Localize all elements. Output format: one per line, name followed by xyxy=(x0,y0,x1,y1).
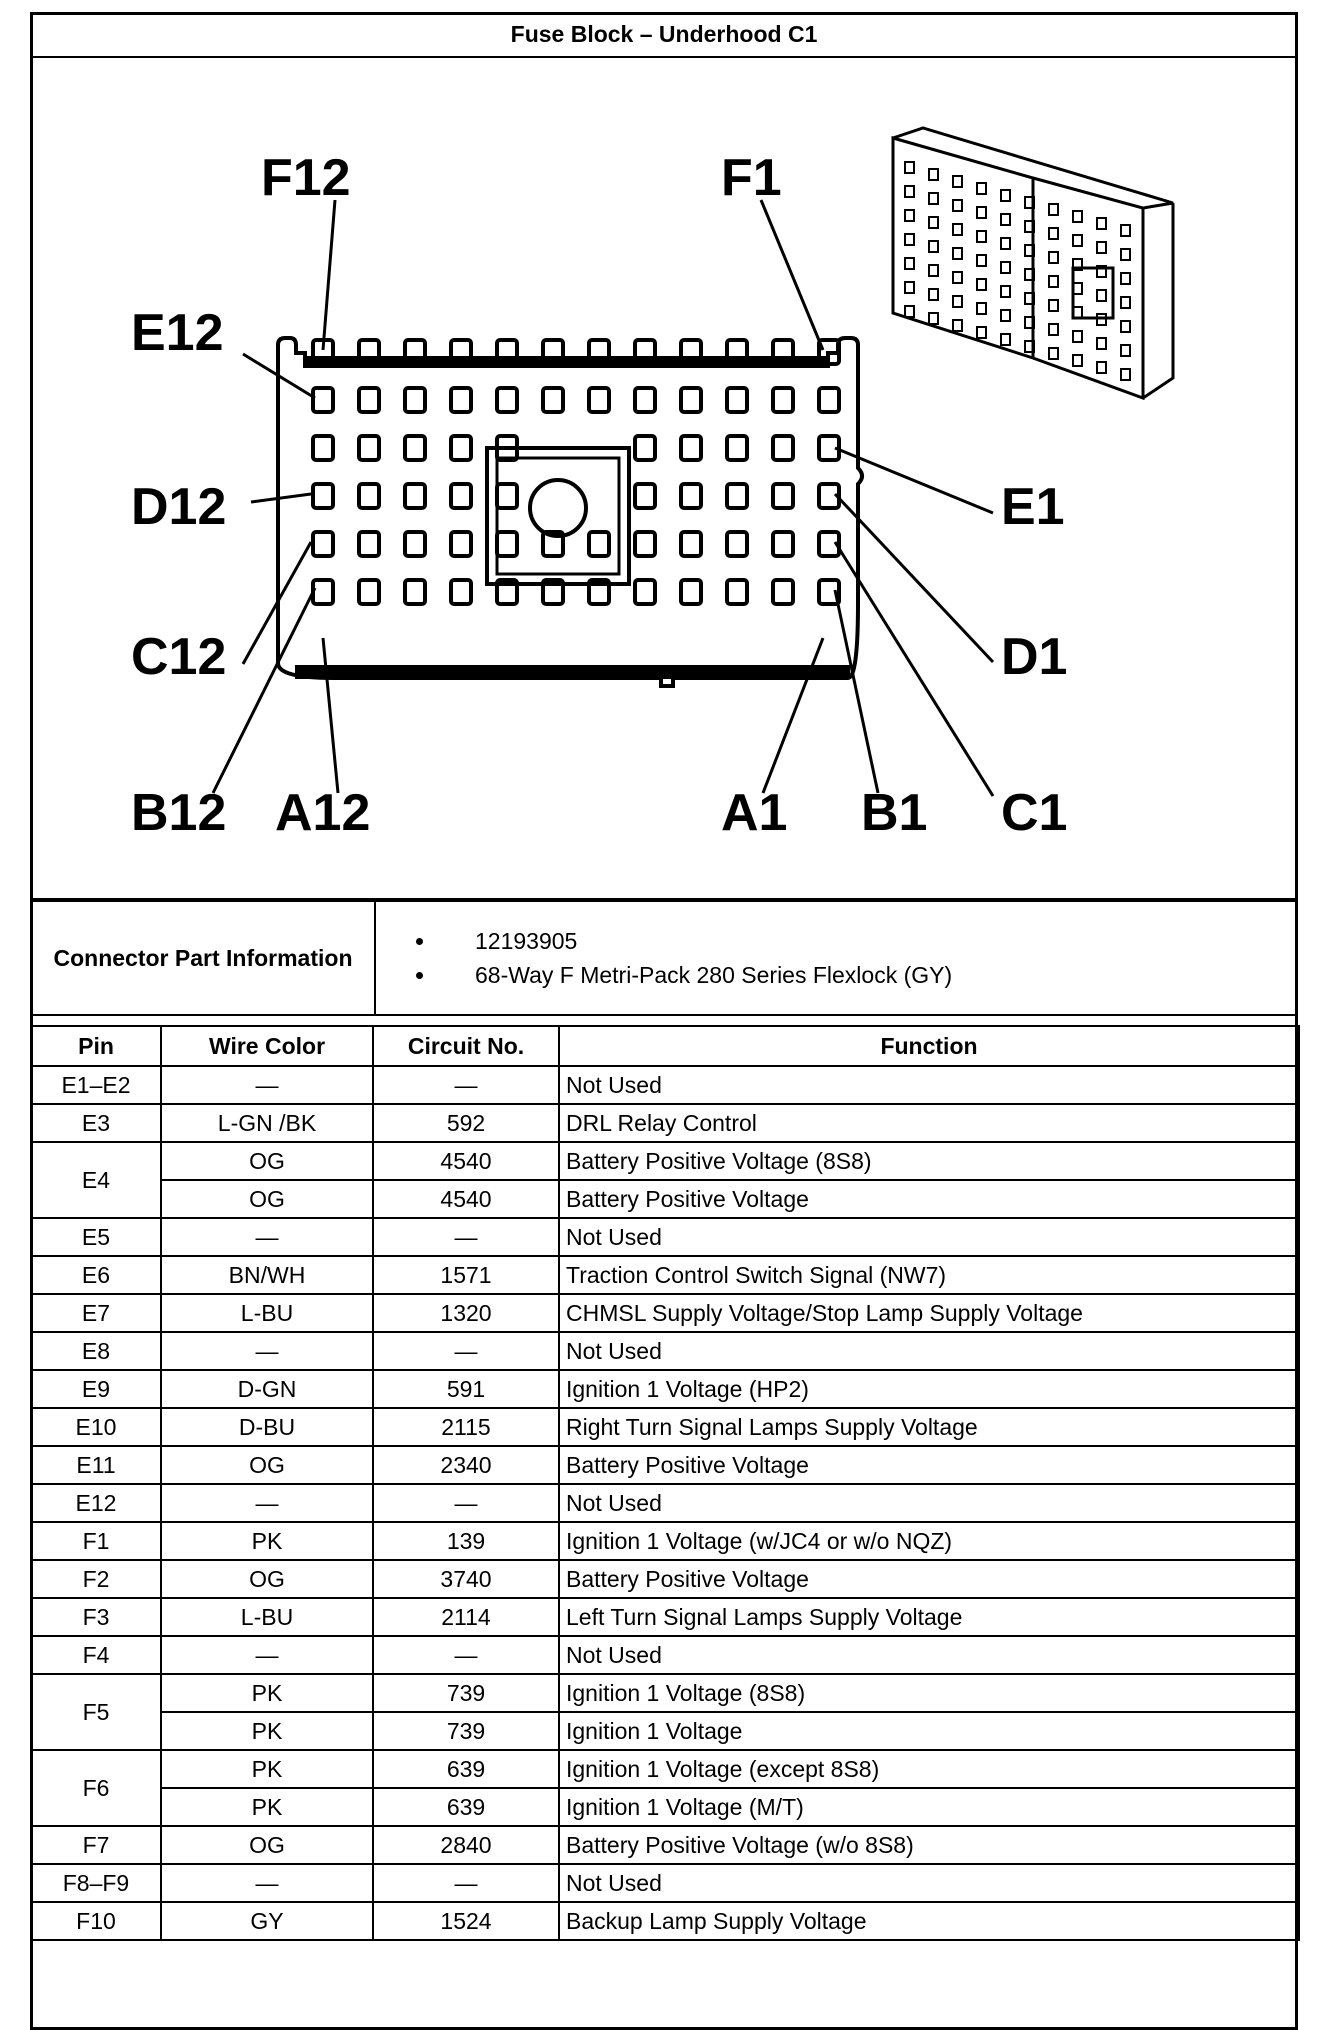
table-row xyxy=(31,1560,1299,1598)
pin-cavity xyxy=(589,532,609,556)
iso-cavity xyxy=(1121,297,1130,308)
table-row xyxy=(31,1294,1299,1332)
function-cell: Battery Positive Voltage (w/o 8S8) xyxy=(559,1826,1299,1864)
pin-cavity xyxy=(359,436,379,460)
wire-color-cell: PK xyxy=(161,1712,373,1750)
pin-cell: E3 xyxy=(31,1104,161,1142)
table-row xyxy=(31,1218,1299,1256)
pin-cell: E9 xyxy=(31,1370,161,1408)
iso-cavity xyxy=(1097,242,1106,253)
pin-label-a1: A1 xyxy=(721,784,788,842)
table-row xyxy=(31,1788,1299,1826)
leader-line xyxy=(213,588,315,793)
pin-cell: F6 xyxy=(31,1750,161,1826)
function-cell: Ignition 1 Voltage (HP2) xyxy=(559,1370,1299,1408)
wire-color-cell: D-BU xyxy=(161,1408,373,1446)
circuit-cell: 2114 xyxy=(373,1598,559,1636)
table-row xyxy=(31,1826,1299,1864)
circuit-cell: 3740 xyxy=(373,1560,559,1598)
pin-cavity xyxy=(543,388,563,412)
iso-cavity xyxy=(1049,300,1058,311)
function-cell: Ignition 1 Voltage (8S8) xyxy=(559,1674,1299,1712)
function-cell: Not Used xyxy=(559,1066,1299,1104)
table-row xyxy=(31,1256,1299,1294)
iso-cavity xyxy=(929,217,938,228)
iso-cavity xyxy=(905,234,914,245)
table-row xyxy=(31,1408,1299,1446)
iso-cavity xyxy=(1097,362,1106,373)
pin-cavity xyxy=(451,388,471,412)
pin-cavity xyxy=(313,580,333,604)
iso-cavity xyxy=(905,186,914,197)
table-row xyxy=(31,1712,1299,1750)
pin-label-d12: D12 xyxy=(131,478,227,536)
pinout-header-row xyxy=(31,1026,1299,1066)
circuit-cell: 1320 xyxy=(373,1294,559,1332)
iso-cavity xyxy=(1073,235,1082,246)
iso-cavity xyxy=(905,162,914,173)
pin-cell: E11 xyxy=(31,1446,161,1484)
pin-cell: F4 xyxy=(31,1636,161,1674)
iso-cavity xyxy=(1049,204,1058,215)
pin-cavity xyxy=(359,580,379,604)
pin-cavity xyxy=(451,484,471,508)
pin-cavity xyxy=(681,484,701,508)
circuit-cell: — xyxy=(373,1484,559,1522)
pin-label-b1: B1 xyxy=(861,784,928,842)
pin-cavity xyxy=(405,580,425,604)
pin-cavity xyxy=(405,388,425,412)
circuit-cell: 2340 xyxy=(373,1446,559,1484)
iso-cavity xyxy=(1001,238,1010,249)
function-cell: Right Turn Signal Lamps Supply Voltage xyxy=(559,1408,1299,1446)
table-row xyxy=(31,1750,1299,1788)
table-row xyxy=(31,1598,1299,1636)
wire-color-cell: PK xyxy=(161,1788,373,1826)
wire-color-cell: L-BU xyxy=(161,1598,373,1636)
connector-info-label: Connector Part Information xyxy=(31,901,375,1015)
circuit-cell: — xyxy=(373,1864,559,1902)
circuit-cell: — xyxy=(373,1066,559,1104)
table-row xyxy=(31,1484,1299,1522)
wire-color-cell: — xyxy=(161,1484,373,1522)
circuit-cell: 639 xyxy=(373,1750,559,1788)
wire-color-cell: OG xyxy=(161,1560,373,1598)
table-row xyxy=(31,1066,1299,1104)
table-row xyxy=(31,1902,1299,1940)
function-cell: Ignition 1 Voltage (M/T) xyxy=(559,1788,1299,1826)
iso-cavity xyxy=(977,255,986,266)
iso-cavity xyxy=(1049,324,1058,335)
iso-cavity xyxy=(1097,290,1106,301)
wire-color-cell: L-GN /BK xyxy=(161,1104,373,1142)
pin-cavity xyxy=(313,388,333,412)
pin-cell: E5 xyxy=(31,1218,161,1256)
pinout-table-body xyxy=(31,1066,1299,1940)
iso-cavity xyxy=(977,231,986,242)
function-cell: Battery Positive Voltage xyxy=(559,1180,1299,1218)
iso-cavity xyxy=(1121,225,1130,236)
iso-cavity xyxy=(1001,286,1010,297)
wire-color-cell: OG xyxy=(161,1142,373,1180)
iso-cavity xyxy=(1001,190,1010,201)
iso-cavity xyxy=(1121,345,1130,356)
pin-cell: F2 xyxy=(31,1560,161,1598)
pin-cavity xyxy=(497,532,517,556)
pin-cell: F3 xyxy=(31,1598,161,1636)
iso-cavity xyxy=(1097,338,1106,349)
table-row xyxy=(31,1104,1299,1142)
wire-color-cell: D-GN xyxy=(161,1370,373,1408)
center-latch xyxy=(487,448,629,584)
iso-cavity xyxy=(929,241,938,252)
pin-cavity xyxy=(497,484,517,508)
wire-color-cell: — xyxy=(161,1864,373,1902)
iso-cavity xyxy=(953,272,962,283)
iso-cavity xyxy=(1121,321,1130,332)
pin-cavity xyxy=(359,532,379,556)
pin-cell: E8 xyxy=(31,1332,161,1370)
circuit-cell: 591 xyxy=(373,1370,559,1408)
pin-cell: E1–E2 xyxy=(31,1066,161,1104)
wire-color-cell: GY xyxy=(161,1902,373,1940)
function-cell: Battery Positive Voltage xyxy=(559,1446,1299,1484)
pin-cavity xyxy=(727,436,747,460)
pin-cavity xyxy=(313,484,333,508)
pin-cavity xyxy=(773,436,793,460)
iso-cavity xyxy=(905,306,914,317)
pin-leader-lines xyxy=(213,200,993,796)
pin-cavity xyxy=(773,484,793,508)
iso-cavity xyxy=(953,320,962,331)
pinout-table xyxy=(30,1025,1300,1941)
circuit-cell: 639 xyxy=(373,1788,559,1826)
iso-cavity xyxy=(929,265,938,276)
pin-label-b12: B12 xyxy=(131,784,227,842)
function-cell: Backup Lamp Supply Voltage xyxy=(559,1902,1299,1940)
header-function: Function xyxy=(559,1026,1299,1066)
connector-info-table xyxy=(30,900,1298,1016)
function-cell: Ignition 1 Voltage (except 8S8) xyxy=(559,1750,1299,1788)
function-cell: Ignition 1 Voltage xyxy=(559,1712,1299,1750)
iso-cavity xyxy=(977,279,986,290)
function-cell: Not Used xyxy=(559,1332,1299,1370)
pin-cavity xyxy=(681,532,701,556)
table-row xyxy=(31,1332,1299,1370)
connector-description: • 68-Way F Metri-Pack 280 Series Flexlock (GY) xyxy=(437,958,1295,992)
pin-cavity xyxy=(451,532,471,556)
header-pin: Pin xyxy=(31,1026,161,1066)
pin-label-d1: D1 xyxy=(1001,628,1068,686)
pin-cavity xyxy=(405,532,425,556)
leader-line xyxy=(763,638,823,793)
wire-color-cell: PK xyxy=(161,1522,373,1560)
wire-color-cell: OG xyxy=(161,1826,373,1864)
circuit-cell: 139 xyxy=(373,1522,559,1560)
iso-cavity xyxy=(953,248,962,259)
pin-cell: F1 xyxy=(31,1522,161,1560)
iso-cavity xyxy=(953,296,962,307)
circuit-cell: 739 xyxy=(373,1712,559,1750)
circuit-cell: 4540 xyxy=(373,1180,559,1218)
table-row xyxy=(31,1864,1299,1902)
pin-cavity xyxy=(451,436,471,460)
pin-cell: E4 xyxy=(31,1142,161,1218)
pin-cavity xyxy=(313,532,333,556)
pin-cavity xyxy=(635,580,655,604)
wire-color-cell: PK xyxy=(161,1674,373,1712)
circuit-cell: 1571 xyxy=(373,1256,559,1294)
iso-cavity xyxy=(905,258,914,269)
pin-cell: F8–F9 xyxy=(31,1864,161,1902)
page-title: Fuse Block – Underhood C1 xyxy=(30,12,1298,58)
iso-cavity xyxy=(1121,369,1130,380)
pin-cell: F10 xyxy=(31,1902,161,1940)
table-row xyxy=(31,1446,1299,1484)
pin-cavity xyxy=(359,484,379,508)
function-cell: Ignition 1 Voltage (w/JC4 or w/o NQZ) xyxy=(559,1522,1299,1560)
pin-cavity xyxy=(773,532,793,556)
wire-color-cell: OG xyxy=(161,1446,373,1484)
circuit-cell: — xyxy=(373,1332,559,1370)
wire-color-cell: BN/WH xyxy=(161,1256,373,1294)
iso-cavity xyxy=(977,303,986,314)
bottom-rail xyxy=(295,665,850,679)
pin-label-e1: E1 xyxy=(1001,478,1065,536)
circuit-cell: 4540 xyxy=(373,1142,559,1180)
iso-cavity xyxy=(1073,211,1082,222)
pin-cavity xyxy=(773,580,793,604)
pin-cell: F5 xyxy=(31,1674,161,1750)
pin-cavity xyxy=(635,388,655,412)
wire-color-cell: — xyxy=(161,1218,373,1256)
leader-line xyxy=(251,494,311,502)
table-row xyxy=(31,1636,1299,1674)
pin-cavity xyxy=(727,484,747,508)
leader-line xyxy=(323,200,335,350)
pin-cavity xyxy=(681,436,701,460)
pin-cavity xyxy=(405,484,425,508)
wire-color-cell: — xyxy=(161,1636,373,1674)
pin-label-f12: F12 xyxy=(261,149,351,207)
iso-cavity xyxy=(1049,276,1058,287)
function-cell: Battery Positive Voltage (8S8) xyxy=(559,1142,1299,1180)
table-row xyxy=(31,1142,1299,1180)
pin-label-c1: C1 xyxy=(1001,784,1068,842)
leader-line xyxy=(761,200,823,350)
pin-label-f1: F1 xyxy=(721,149,782,207)
table-row xyxy=(31,1370,1299,1408)
function-cell: Not Used xyxy=(559,1864,1299,1902)
pin-cavity xyxy=(727,532,747,556)
top-rail xyxy=(305,356,828,368)
function-cell: Left Turn Signal Lamps Supply Voltage xyxy=(559,1598,1299,1636)
function-cell: Not Used xyxy=(559,1218,1299,1256)
connector-part-number: • 12193905 xyxy=(437,924,1295,958)
pin-cell: E10 xyxy=(31,1408,161,1446)
pin-cavity xyxy=(681,388,701,412)
pin-cavity xyxy=(313,436,333,460)
pin-cavity xyxy=(773,388,793,412)
pin-cavity xyxy=(819,388,839,412)
iso-cavity xyxy=(929,289,938,300)
wire-color-cell: PK xyxy=(161,1750,373,1788)
pin-cavity-grid xyxy=(313,340,839,604)
iso-cavity xyxy=(977,327,986,338)
iso-cavity xyxy=(1001,334,1010,345)
pin-label-c12: C12 xyxy=(131,628,227,686)
pin-cell: F7 xyxy=(31,1826,161,1864)
circuit-cell: 2115 xyxy=(373,1408,559,1446)
circuit-cell: — xyxy=(373,1218,559,1256)
table-row xyxy=(31,1522,1299,1560)
iso-cavity xyxy=(953,224,962,235)
iso-cavity xyxy=(1121,273,1130,284)
pin-cell: E6 xyxy=(31,1256,161,1294)
leader-line xyxy=(323,638,338,793)
pin-label-a12: A12 xyxy=(275,784,371,842)
pin-cavity xyxy=(635,436,655,460)
connector-3d-view xyxy=(893,128,1173,398)
iso-cavity xyxy=(977,183,986,194)
header-wire-color: Wire Color xyxy=(161,1026,373,1066)
connector-info-items xyxy=(375,901,1297,1015)
pin-cavity xyxy=(589,388,609,412)
iso-cavity xyxy=(929,193,938,204)
connector-diagram xyxy=(33,58,1295,898)
iso-cavity xyxy=(929,313,938,324)
pin-cavity xyxy=(451,580,471,604)
wire-color-cell: OG xyxy=(161,1180,373,1218)
iso-cavity xyxy=(905,210,914,221)
iso-cavity xyxy=(1001,214,1010,225)
iso-cavity xyxy=(1073,331,1082,342)
wire-color-cell: — xyxy=(161,1066,373,1104)
function-cell: DRL Relay Control xyxy=(559,1104,1299,1142)
pin-cavity xyxy=(359,388,379,412)
connector-info-list xyxy=(377,924,1295,992)
function-cell: Battery Positive Voltage xyxy=(559,1560,1299,1598)
pin-cavity xyxy=(727,580,747,604)
iso-cavity xyxy=(1049,348,1058,359)
iso-cavity xyxy=(1001,262,1010,273)
iso-cavity xyxy=(1001,310,1010,321)
function-cell: CHMSL Supply Voltage/Stop Lamp Supply Voltage xyxy=(559,1294,1299,1332)
circuit-cell: 592 xyxy=(373,1104,559,1142)
iso-cavity xyxy=(1073,355,1082,366)
table-row xyxy=(31,1674,1299,1712)
circuit-cell: 1524 xyxy=(373,1902,559,1940)
iso-cavity xyxy=(905,282,914,293)
pin-label-group xyxy=(131,149,1067,842)
circuit-cell: 739 xyxy=(373,1674,559,1712)
pin-cavity xyxy=(635,484,655,508)
iso-cavity xyxy=(1049,228,1058,239)
function-cell: Not Used xyxy=(559,1636,1299,1674)
iso-cavity xyxy=(929,169,938,180)
circuit-cell: — xyxy=(373,1636,559,1674)
header-circuit-no: Circuit No. xyxy=(373,1026,559,1066)
pin-cavity xyxy=(405,436,425,460)
iso-cavity xyxy=(953,200,962,211)
wire-color-cell: — xyxy=(161,1332,373,1370)
iso-cavity xyxy=(1049,252,1058,263)
function-cell: Traction Control Switch Signal (NW7) xyxy=(559,1256,1299,1294)
wire-color-cell: L-BU xyxy=(161,1294,373,1332)
iso-cavity xyxy=(1097,218,1106,229)
table-row xyxy=(31,1180,1299,1218)
function-cell: Not Used xyxy=(559,1484,1299,1522)
pin-cell: E7 xyxy=(31,1294,161,1332)
pin-cavity xyxy=(681,580,701,604)
iso-cavity xyxy=(977,207,986,218)
pin-cell: E12 xyxy=(31,1484,161,1522)
pin-cavity xyxy=(635,532,655,556)
pin-cavity xyxy=(497,388,517,412)
iso-cavity xyxy=(953,176,962,187)
iso-cavity xyxy=(1121,249,1130,260)
pin-cavity xyxy=(727,388,747,412)
pin-label-e12: E12 xyxy=(131,304,224,362)
circuit-cell: 2840 xyxy=(373,1826,559,1864)
